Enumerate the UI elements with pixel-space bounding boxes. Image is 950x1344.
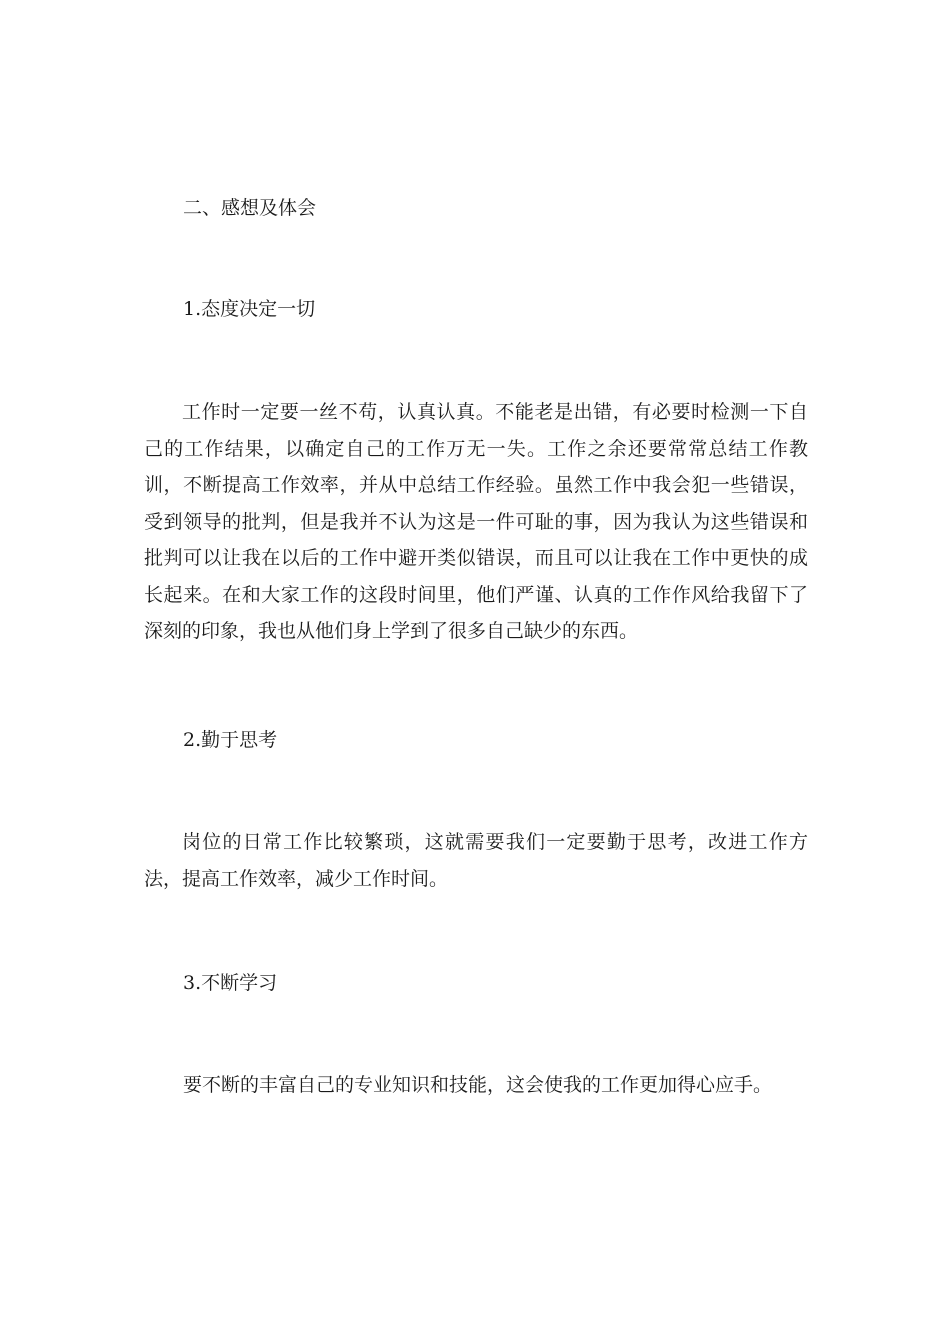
item-2-body: 岗位的日常工作比较繁琐，这就需要我们一定要勤于思考，改进工作方法，提高工作效率，减少工作时间。	[144, 831, 808, 890]
item-1-heading: 1.态度决定一切	[183, 298, 316, 320]
item-1-body: 工作时一定要一丝不苟，认真认真。不能老是出错，有必要时检测一下自己的工作结果，以确定自己的工作万无一失。工作之余还要常常总结工作教训，不断提高工作效率，并从中总结工作经验。虽然工作中我会犯一些错误，受到领导的批判，但是我并不认为这是一件可耻的事，因为我认为这些错误和批判可以让我在以后的工作中避开类似错误，而且可以让我在工作中更快的成长起来。在和大家工作的这段时间里，他们严谨、认真的工作作风给我留下了深刻的印象，我也从他们身上学到了很多自己缺少的东西。	[144, 401, 808, 642]
item-3-body: 要不断的丰富自己的专业知识和技能，这会使我的工作更加得心应手。	[183, 1074, 773, 1096]
item-2-heading: 2.勤于思考	[183, 729, 278, 751]
section-heading: 二、感想及体会	[183, 197, 317, 219]
item-3-heading: 3.不断学习	[183, 972, 278, 994]
